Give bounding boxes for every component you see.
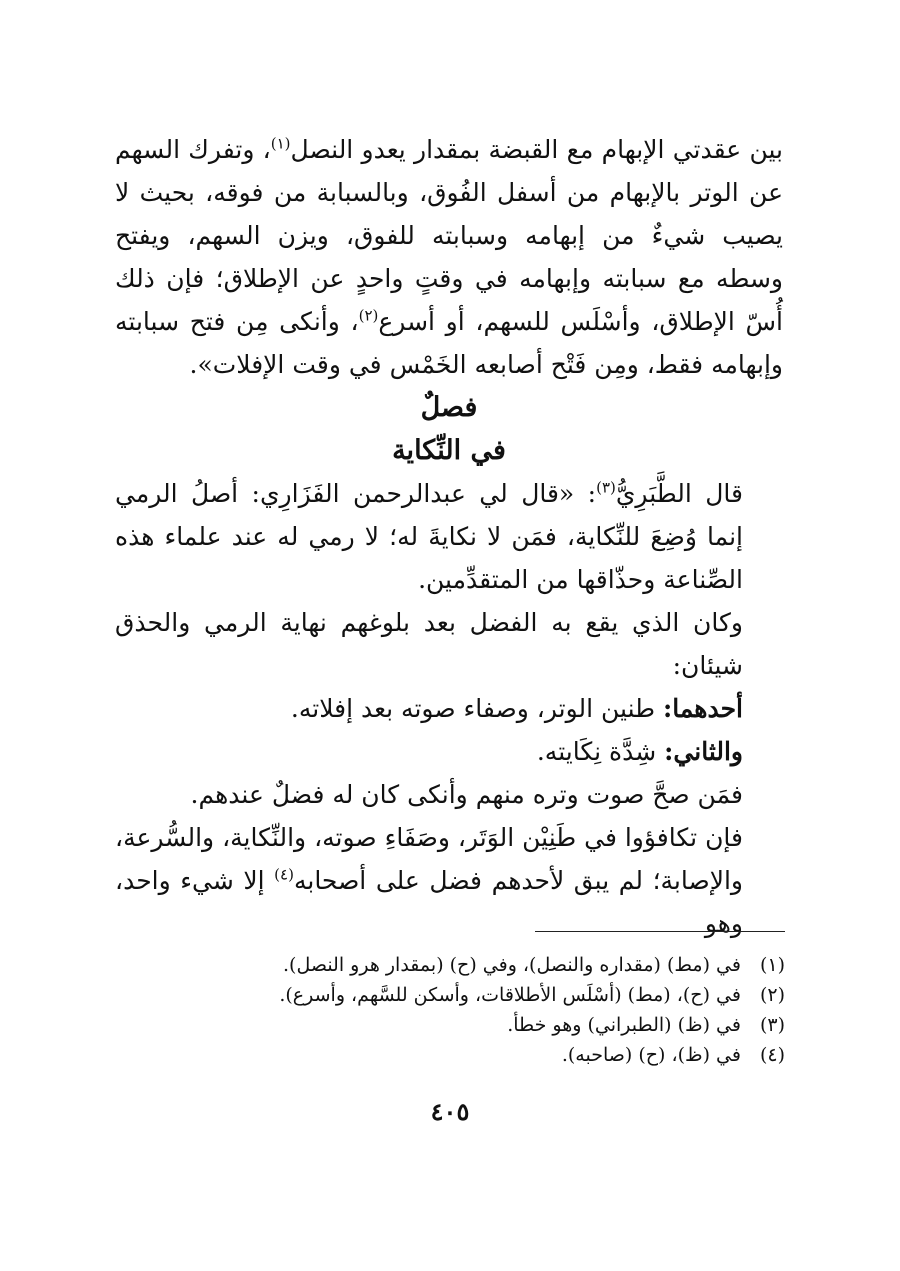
footnote-text: في (مط) (مقداره والنصل)، وفي (ح) (بمقدار هرو النصل). <box>283 954 741 976</box>
footnote-separator <box>535 931 785 932</box>
paragraph-6: فمَن صحَّ صوت وتره منهم وأنكى كان له فضلٌ عندهم. <box>190 780 743 809</box>
paragraph-1-text-b: ، وتفرك السهم عن الوتر بالإبهام من أسفل الفُوق، وبالسبابة من فوقه، بحيث لا يصيب شيءٌ من إبهامه وسبابته للفوق، ويزن السهم، ويفتح وسطه مع سبابته وإبهامه في وقتٍ واحدٍ عن الإطلاق؛ فإن ذلك أُسّ الإطلاق، وأسْلَس للسهم، أو أسرع <box>115 135 783 336</box>
paragraph-4 <box>115 687 783 730</box>
paragraph-5-text: شِدَّة نِكَايته. <box>536 737 657 766</box>
paragraph-1 <box>115 128 783 386</box>
footnote-text: في (ظ)، (ح) (صاحبه). <box>561 1044 741 1066</box>
footnote-text: في (ح)، (مط) (أسْلَس الأطلاقات، وأسكن للسَّهم، وأسرع). <box>279 984 741 1006</box>
section-subheading: في النِّكاية <box>392 435 506 466</box>
footnote-number: (١) <box>759 954 785 976</box>
paragraph-7 <box>115 816 783 945</box>
footnote-ref-1: (١) <box>270 134 291 153</box>
footnote-text: في (ظ) (الطبراني) وهو خطأ. <box>507 1014 741 1036</box>
footnote-2 <box>115 980 785 1010</box>
footnote-3 <box>115 1010 785 1040</box>
section-heading: فصلٌ <box>420 392 478 423</box>
footnotes <box>115 950 785 1070</box>
footnote-4 <box>115 1040 785 1070</box>
footnote-ref-3: (٣) <box>596 478 616 497</box>
footnote-number: (٣) <box>759 1014 785 1036</box>
paragraph-4-text: طنين الوتر، وصفاء صوته بعد إفلاته. <box>290 694 656 723</box>
paragraph-5 <box>115 730 783 773</box>
paragraph-1-text-a: بين عقدتي الإبهام مع القبضة بمقدار يعدو النصل <box>290 135 783 164</box>
page-number: ٤٠٥ <box>430 1097 470 1126</box>
footnote-ref-2: (٢) <box>358 306 379 325</box>
footnote-1 <box>115 950 785 980</box>
paragraph-7-text-a: فإن تكافؤوا في طَنِيْن الوَتَر، وصَفَاءِ صوته، والنِّكاية، والسُّرعة، والإصابة؛ لم يبق لأحدهم فضل على أصحابه <box>115 823 744 895</box>
paragraph-5-label: والثاني: <box>664 737 743 766</box>
main-text <box>115 128 783 945</box>
paragraph-4-label: أحدهما: <box>662 694 743 723</box>
footnote-number: (٤) <box>759 1044 785 1066</box>
paragraph-2 <box>115 472 783 601</box>
paragraph-3: وكان الذي يقع به الفضل بعد بلوغهم نهاية الرمي والحذق شيئان: <box>115 608 743 680</box>
paragraph-2-text-b: : «قال لي عبدالرحمن الفَزَارِي: أصلُ الرمي إنما وُضِعَ للنِّكاية، فمَن لا نكايةَ له؛ لا رمي له عند علماء هذه الصِّناعة وحذّاقها من المتقدِّمين. <box>115 479 743 594</box>
paragraph-1-text-c: ، وأنكى مِن فتح سبابته وإبهامه فقط، ومِن فَتْح أصابعه الخَمْس في وقت الإفلات». <box>115 307 783 379</box>
paragraph-7-text-b: إلا شيء واحد، وهو <box>115 866 743 938</box>
footnote-ref-4: (٤) <box>274 865 294 884</box>
paragraph-2-text-a: قال الطَّبَرِيُّ <box>615 479 743 508</box>
footnote-number: (٢) <box>759 984 785 1006</box>
